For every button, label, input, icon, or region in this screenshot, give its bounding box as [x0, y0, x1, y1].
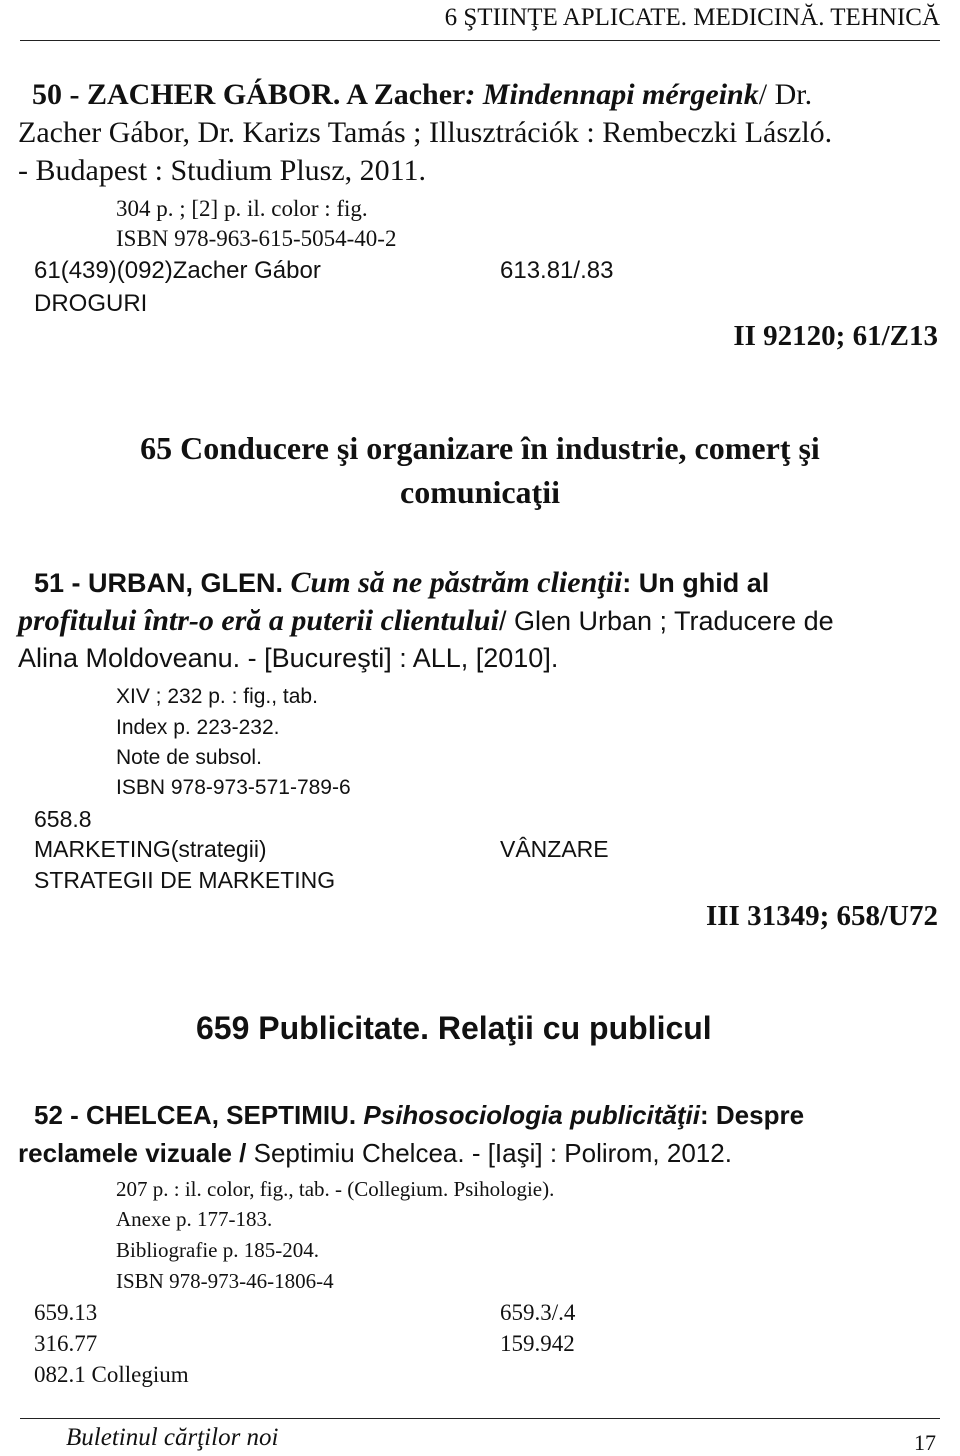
entry-50-title-prefix: A Zacher: [340, 78, 466, 111]
entry-51-line1: [34, 566, 769, 600]
entry-50-line1: [32, 78, 812, 112]
entry-50-class-left: 61(439)(092)Zacher Gábor: [34, 257, 321, 284]
entry-52-title: Psihosociologia publicităţii: [363, 1100, 700, 1130]
entry-52-biblio: Bibliografie p. 185-204.: [116, 1238, 319, 1262]
entry-50-title: : Mindennapi mérgeink: [465, 78, 759, 111]
entry-51-title-rest: : Un ghid al: [622, 568, 770, 598]
entry-51-shelf: III 31349; 658/U72: [705, 900, 938, 932]
entry-51-isbn: ISBN 978-973-571-789-6: [116, 776, 351, 799]
section-65-title-line2: comunicaţii: [400, 474, 560, 510]
entry-52-line2-rest: Septimiu Chelcea. - [Iaşi] : Polirom, 2012.: [246, 1138, 732, 1168]
entry-51-notes: Note de subsol.: [116, 746, 262, 769]
entry-52-class1-right: 659.3/.4: [500, 1300, 576, 1325]
entry-51-class: 658.8: [34, 806, 92, 832]
entry-50-line1-rest: / Dr.: [758, 78, 813, 111]
entry-52-pages: 207 p. : il. color, fig., tab. - (Collegium. Psihologie).: [116, 1177, 555, 1201]
entry-52-line2: [18, 1138, 732, 1169]
entry-50-pages: 304 p. ; [2] p. il. color : fig.: [116, 196, 368, 221]
entry-51-subject2: STRATEGII DE MARKETING: [34, 867, 336, 893]
header-rule: [20, 40, 940, 41]
entry-51-line2: [18, 604, 834, 638]
entry-52-line2-bold: reclamele vizuale /: [18, 1138, 247, 1168]
entry-52-class2-left: 316.77: [34, 1331, 98, 1356]
entry-50-isbn: ISBN 978-963-615-5054-40-2: [116, 226, 397, 251]
entry-51-index: Index p. 223-232.: [116, 716, 280, 739]
page-number: 17: [914, 1430, 936, 1455]
entry-52-title-rest: : Despre: [699, 1100, 805, 1130]
section-659-title: 659 Publicitate. Relaţii cu publicul: [196, 1010, 712, 1046]
section-65-title-line1: 65 Conducere şi organizare în industrie, comerţ şi: [140, 430, 820, 466]
entry-51-line2-rest: / Glen Urban ; Traducere de: [498, 606, 834, 636]
entry-52-class3-left: 082.1 Collegium: [34, 1362, 189, 1387]
entry-50-class-right: 613.81/.83: [500, 257, 614, 284]
entry-50-line3: - Budapest : Studium Plusz, 2011.: [18, 154, 427, 187]
entry-50-author: 50 - ZACHER GÁBOR.: [32, 78, 341, 111]
footer-title: Buletinul cărţilor noi: [66, 1424, 279, 1451]
entry-52-annex: Anexe p. 177-183.: [116, 1207, 273, 1231]
entry-50-subject: DROGURI: [34, 290, 148, 317]
entry-51-subject1-right: VÂNZARE: [500, 836, 609, 862]
entry-50-line2: Zacher Gábor, Dr. Karizs Tamás ; Illusztrációk : Rembeczki László.: [18, 116, 833, 149]
footer-rule: [20, 1418, 940, 1419]
entry-51-author: 51 - URBAN, GLEN.: [34, 568, 284, 598]
entry-51-line3: Alina Moldoveanu. - [Bucureşti] : ALL, [2010].: [18, 643, 559, 673]
running-header: 6 ŞTIINŢE APLICATE. MEDICINĂ. TEHNICĂ: [444, 4, 940, 31]
entry-52-class2-right: 159.942: [500, 1331, 575, 1356]
entry-51-subject1: MARKETING(strategii): [34, 836, 267, 862]
entry-51-title: Cum să ne păstrăm clienţii: [290, 566, 623, 599]
entry-52-line1: [34, 1100, 804, 1131]
entry-52-class1-left: 659.13: [34, 1300, 98, 1325]
entry-51-subtitle: profitului într-o eră a puterii clientului: [18, 604, 499, 637]
entry-50-shelf: II 92120; 61/Z13: [733, 320, 938, 352]
entry-52-author: 52 - CHELCEA, SEPTIMIU.: [34, 1100, 357, 1130]
entry-51-pages: XIV ; 232 p. : fig., tab.: [116, 685, 318, 708]
entry-52-isbn: ISBN 978-973-46-1806-4: [116, 1269, 334, 1293]
